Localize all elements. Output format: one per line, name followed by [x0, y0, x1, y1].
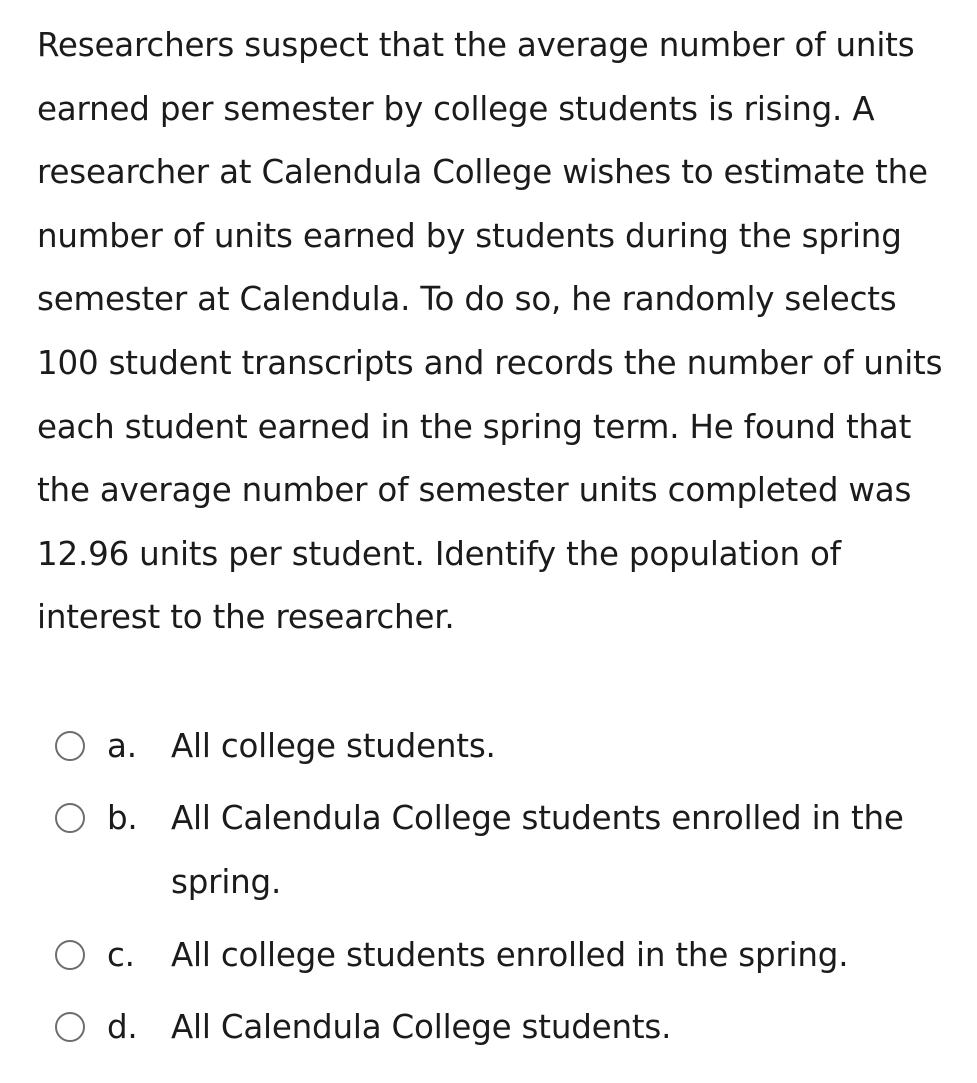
- question-text: Researchers suspect that the average number of units earned per semester by college students is rising. A researcher at Calendula College wishes to estimate the number of units earned by students during the spring semester at Calendula. To do so, he randomly selects 100 student transcripts and records the number of units each student earned in the spring term. He found that the average number of semester units completed was 12.96 units per student. Identify the population of interest to the researcher.: [37, 26, 943, 637]
- radio-option-b[interactable]: [55, 803, 85, 833]
- option-a[interactable]: [55, 714, 955, 774]
- radio-option-a[interactable]: [55, 731, 85, 761]
- option-d-text: All Calendula College students.: [171, 1008, 672, 1046]
- option-b[interactable]: [55, 786, 955, 910]
- option-c-text: All college students enrolled in the spring.: [171, 936, 849, 974]
- option-c[interactable]: [55, 923, 955, 983]
- option-b-letter: b.: [107, 799, 138, 837]
- option-b-text: All Calendula College students enrolled in the spring.: [171, 799, 904, 901]
- option-d[interactable]: [55, 995, 955, 1055]
- option-a-letter: a.: [107, 727, 137, 765]
- radio-option-d[interactable]: [55, 1012, 85, 1042]
- option-a-text: All college students.: [171, 727, 496, 765]
- option-c-letter: c.: [107, 936, 135, 974]
- option-d-letter: d.: [107, 1008, 138, 1046]
- radio-option-c[interactable]: [55, 940, 85, 970]
